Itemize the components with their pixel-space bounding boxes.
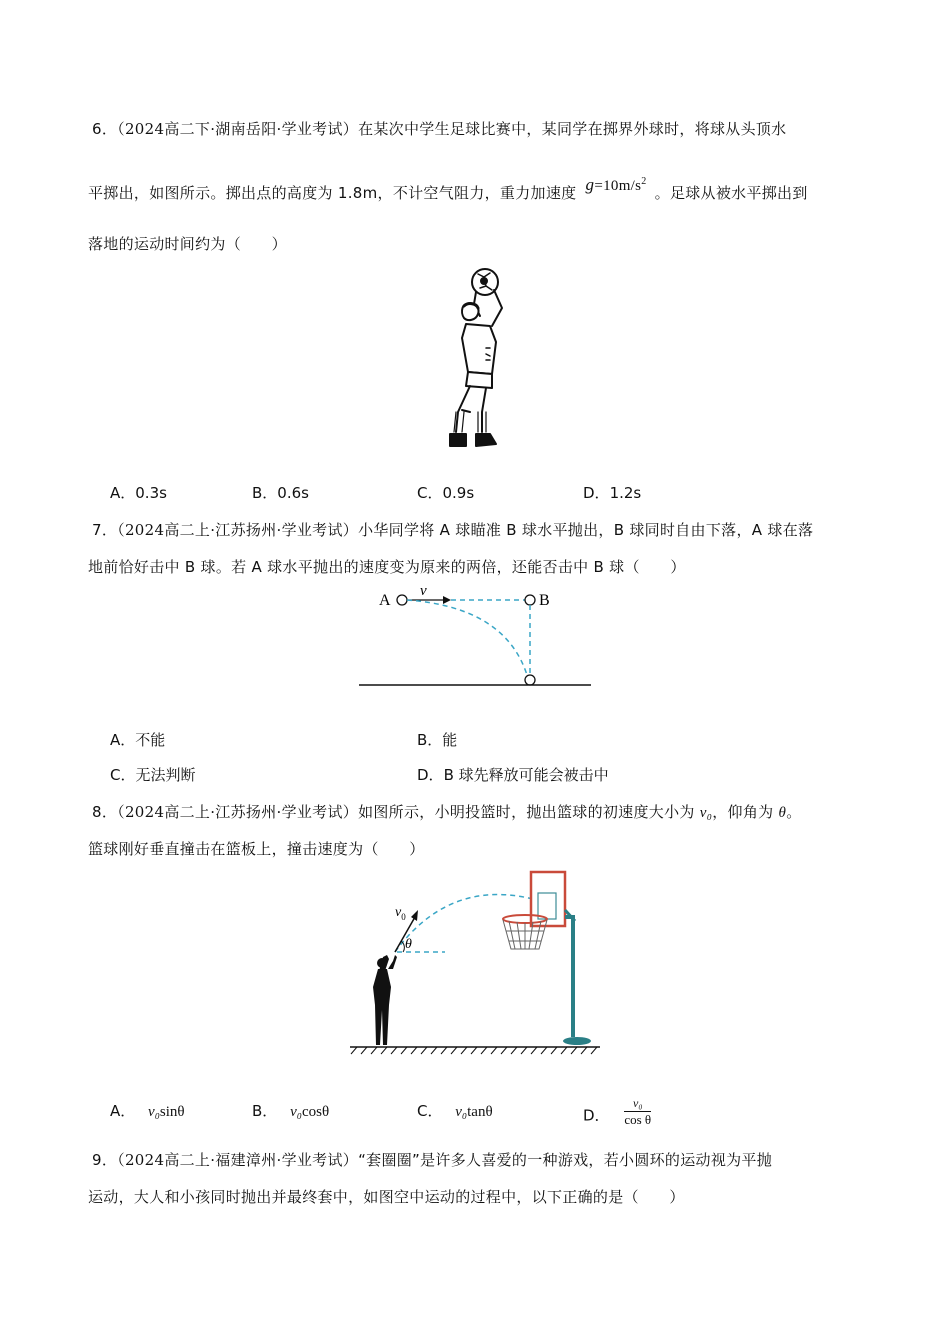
q6-text-3: 落地的运动时间约为（ ） (88, 235, 287, 253)
q8-option-a[interactable]: A． v₀sinθ (110, 1102, 185, 1120)
q9-line-2 (88, 1186, 685, 1207)
q8-number: 8． (92, 803, 118, 821)
q6-option-d[interactable]: D．1.2s (583, 484, 642, 502)
q6-line-1 (88, 118, 786, 139)
q9-source: （2024高二上·福建漳州·学业考试） (117, 1151, 359, 1169)
q7-source: （2024高二上·江苏扬州·学业考试） (117, 521, 359, 539)
q7-text-2: 地前恰好击中 B 球。若 A 球水平抛出的速度变为原来的两倍，还能否击中 B 球（ ） (88, 558, 686, 576)
q6-text-1: 在某次中学生足球比赛中，某同学在掷界外球时，将球从头顶水 (358, 120, 787, 138)
q6-option-a[interactable]: A．0.3s (110, 484, 167, 502)
q8-text-1c: 。 (786, 803, 802, 821)
q7-line-1 (88, 519, 813, 540)
q8-option-d-fraction: $\frac{\text{v₀}}{\text{cos θ}}$ (624, 1096, 652, 1127)
q6-option-b[interactable]: B．0.6s (252, 484, 309, 502)
q6-line-3 (88, 233, 287, 254)
q7-label-v: v (420, 585, 427, 599)
q8-line-2 (88, 838, 425, 859)
q7-figure-projectile (355, 585, 595, 691)
q7-option-c[interactable]: C．无法判断 (110, 766, 196, 784)
q9-line-1 (88, 1149, 772, 1170)
q8-source: （2024高二上·江苏扬州·学业考试） (117, 803, 359, 821)
q6-number: 6． (92, 120, 118, 138)
q8-v0: v₀ (699, 805, 713, 821)
q7-label-a: A (379, 592, 391, 609)
q7-option-b[interactable]: B．能 (417, 731, 458, 749)
q6-text-2a: 平掷出，如图所示。掷出点的高度为 1.8m，不计空气阻力，重力加速度 (88, 184, 577, 202)
q8-text-1a: 如图所示，小明投篮时，抛出篮球的初速度大小为 (358, 803, 700, 821)
q8-line-1 (88, 801, 802, 822)
q8-theta: θ (778, 805, 787, 821)
q8-label-v0: $v_0$ (395, 905, 406, 922)
q7-number: 7． (92, 521, 118, 539)
q6-line-2 (88, 175, 808, 203)
q7-label-b: B (539, 592, 550, 609)
q8-option-c[interactable]: C． v₀tanθ (417, 1102, 493, 1120)
q6-figure-thrower (440, 262, 510, 457)
q6-formula: $g=10m/s^2$ (585, 175, 647, 194)
q8-text-1b: ，仰角为 (712, 803, 779, 821)
q6-option-c[interactable]: C．0.9s (417, 484, 475, 502)
q7-line-2 (88, 556, 686, 577)
q8-text-2: 篮球刚好垂直撞击在篮板上，撞击速度为（ ） (88, 840, 425, 858)
q8-label-theta: θ (405, 937, 412, 952)
q8-option-d[interactable]: D． $\frac{\text{v₀}}{\text{cos θ}}$ (583, 1096, 652, 1127)
q9-text-1: “套圈圈”是许多人喜爱的一种游戏，若小圆环的运动视为平抛 (358, 1151, 773, 1169)
q7-option-d[interactable]: D．B 球先释放可能会被击中 (417, 766, 609, 784)
q9-number: 9． (92, 1151, 118, 1169)
q9-text-2: 运动，大人和小孩同时抛出并最终套中，如图空中运动的过程中，以下正确的是（ ） (88, 1188, 685, 1206)
q6-source: （2024高二下·湖南岳阳·学业考试） (117, 120, 359, 138)
q6-text-2b: 。足球从被水平掷出到 (654, 184, 808, 202)
q8-option-b[interactable]: B． v₀cosθ (252, 1102, 330, 1120)
q7-option-a[interactable]: A．不能 (110, 731, 166, 749)
q7-text-1: 小华同学将 A 球瞄准 B 球水平抛出，B 球同时自由下落，A 球在落 (358, 521, 814, 539)
q8-figure-basketball (345, 865, 605, 1055)
